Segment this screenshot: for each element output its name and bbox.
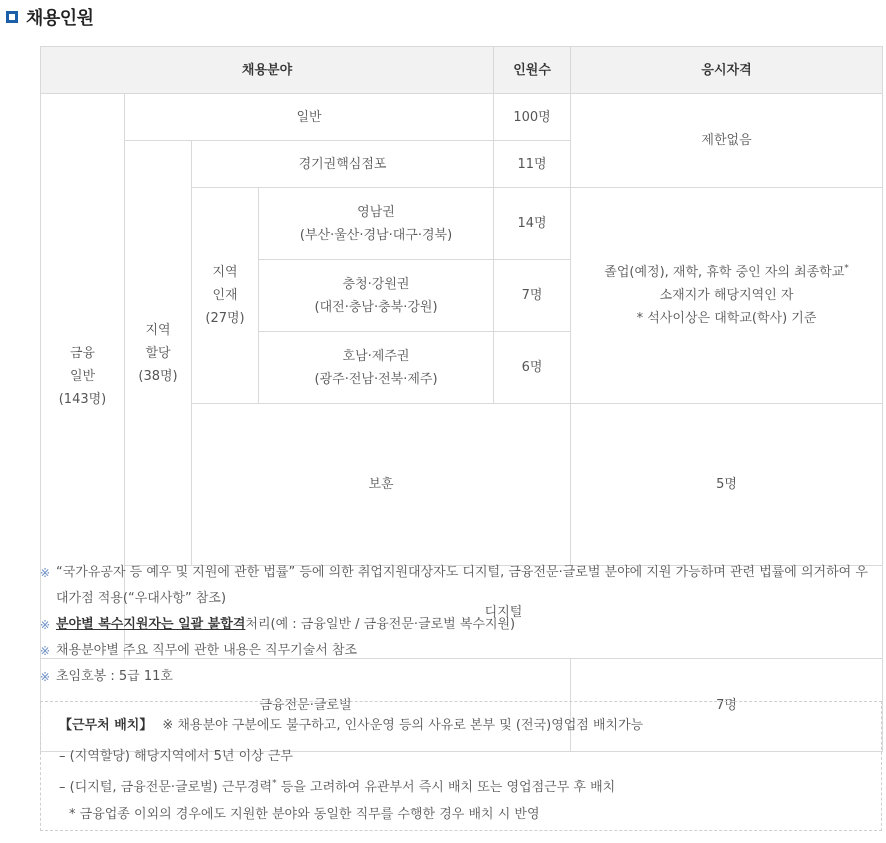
header-count: 인원수: [494, 47, 571, 94]
qual-general: 제한없음: [571, 94, 883, 188]
section-heading: [6, 4, 94, 30]
note-item: ※ 분야별 복수지원자는 일괄 불합격처리(예 : 금융일반 / 금융전문·글로벌 복수지원): [40, 612, 880, 638]
count-global: 7명: [571, 659, 883, 752]
field-chungcheong: 충청·강원권 (대전·충남·충북·강원): [259, 260, 494, 332]
table-row: [41, 94, 883, 141]
emphasis-text: 분야별 복수지원자는 일괄 불합격: [56, 617, 246, 632]
reference-mark-icon: ※: [40, 670, 51, 684]
field-veteran: 보훈: [192, 404, 571, 566]
count-honam: 6명: [494, 332, 571, 404]
field-honam: 호남·제주권 (광주·전남·전북·제주): [259, 332, 494, 404]
header-field: 채용분야: [41, 47, 494, 94]
field-gyeonggi: 경기권핵심점포: [192, 141, 494, 188]
qual-local: 졸업(예정), 재학, 휴학 중인 자의 최종학교* 소재지가 해당지역인 자 * 석사이상은 대학교(학사) 기준: [571, 188, 883, 404]
notes-list: [40, 560, 880, 690]
reference-mark-icon: ※: [40, 566, 51, 580]
count-gyeonggi: 11명: [494, 141, 571, 188]
table-header-row: [41, 47, 883, 94]
field-general: 일반: [125, 94, 494, 141]
placement-box: 【근무처 배치】 ※ 채용분야 구분에도 불구하고, 인사운영 등의 사유로 본부 및 (전국)영업점 배치가능 – (지역할당) 해당지역에서 5년 이상 근무 – (디지털, 금융전문·글로벌) 근무경력* 등을 고려하여 유관부서 즉시 배치 또는 영업점근무 후 배치 * 금융업종 이외의 경우에도 지원한 분야와 동일한 직무를 수행한 경우 배치 시 반영: [40, 701, 882, 831]
count-general: 100명: [494, 94, 571, 141]
category-finance-general: 금융 일반 (143명): [41, 94, 125, 659]
reference-mark-icon: ※: [40, 618, 51, 632]
reference-mark-icon: ※: [40, 644, 51, 658]
category-local-talent: 지역 인재 (27명): [192, 188, 259, 404]
page-title: 채용인원: [26, 8, 94, 29]
placement-heading: 【근무처 배치】: [59, 718, 153, 733]
note-item: ※ “국가유공자 등 예우 및 지원에 관한 법률” 등에 의한 취업지원대상자도 디지털, 금융전문·글로벌 분야에 지원 가능하며 관련 법률에 의거하여 우대가점 적용(“우대사항” 참조): [40, 560, 880, 612]
placement-footnote: * 금융업종 이외의 경우에도 지원한 분야와 동일한 직무를 수행한 경우 배치 시 반영: [69, 807, 540, 822]
note-item: ※ 초임호봉 : 5급 11호: [40, 664, 880, 690]
note-item: ※ 채용분야별 주요 직무에 관한 내용은 직무기술서 참조: [40, 638, 880, 664]
placement-line: – (디지털, 금융전문·글로벌) 근무경력* 등을 고려하여 유관부서 즉시 배치 또는 영업점근무 후 배치: [59, 778, 616, 795]
count-veteran: 5명: [571, 404, 883, 566]
placement-line: – (지역할당) 해당지역에서 5년 이상 근무: [59, 749, 293, 764]
header-qualification: 응시자격: [571, 47, 883, 94]
category-regional-quota: 지역 할당 (38명): [125, 141, 192, 566]
field-digital: 디지털: [125, 566, 883, 659]
count-yeongnam: 14명: [494, 188, 571, 260]
count-chungcheong: 7명: [494, 260, 571, 332]
field-yeongnam: 영남권 (부산·울산·경남·대구·경북): [259, 188, 494, 260]
square-bullet-icon: [6, 11, 18, 23]
field-global: 금융전문·글로벌: [41, 659, 571, 752]
